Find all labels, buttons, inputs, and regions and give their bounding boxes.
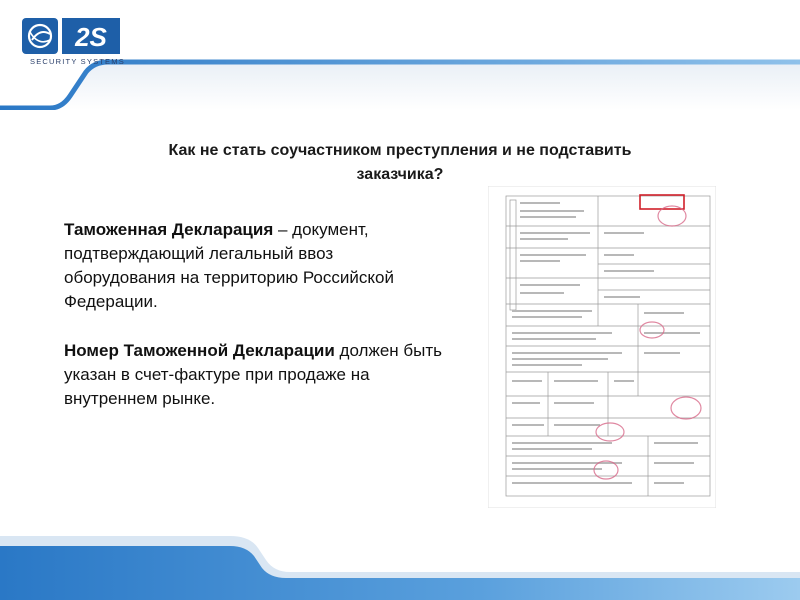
logo-mark: 2S	[75, 22, 107, 52]
paragraph-customs-declaration	[64, 218, 444, 314]
logo-tagline: SECURITY SYSTEMS	[30, 57, 125, 66]
title-line-1: Как не стать соучастником преступления и не подставить	[168, 142, 632, 159]
paragraph-1-text: – документ, подтверждающий легальный ввоз оборудования на территорию Российской Федерации.	[64, 220, 394, 311]
paragraph-2-text: должен быть указан в счет-фактуре при продаже на внутреннем рынке.	[64, 341, 443, 408]
paragraph-2-bold: Номер Таможенной Декларации	[64, 341, 335, 360]
slide-title	[80, 139, 720, 187]
customs-declaration-scan	[488, 186, 716, 508]
footer-band	[0, 536, 800, 600]
paragraph-declaration-number	[64, 339, 444, 411]
paragraph-1-bold: Таможенная Декларация	[64, 220, 274, 239]
title-line-2: заказчика?	[356, 166, 444, 183]
